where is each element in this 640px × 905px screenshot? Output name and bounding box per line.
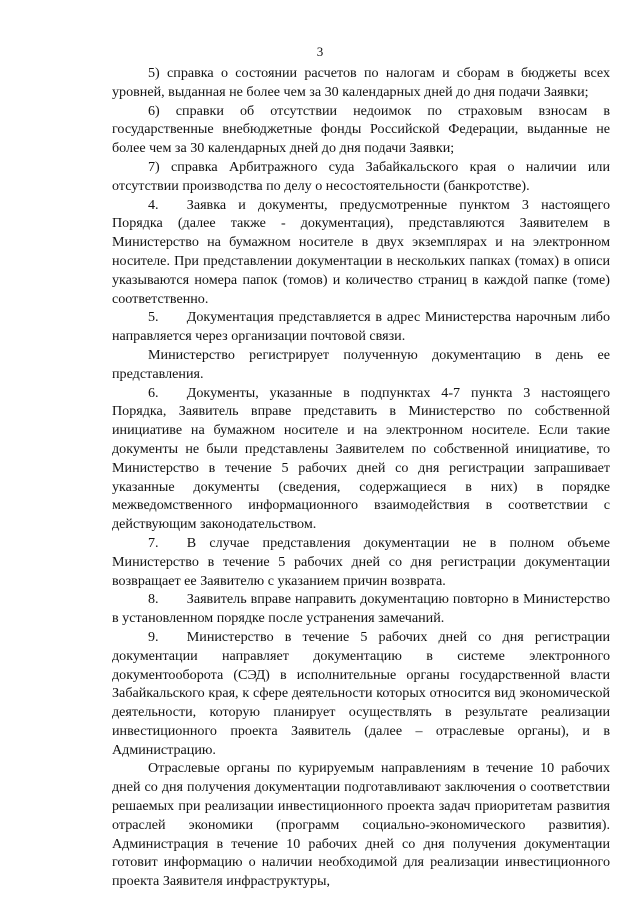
paragraph-clause-9: 9. Министерство в течение 5 рабочих дней со дня регистрации документации направляет документацию в системе электронного документооборота (СЭД) в исполнительные органы государственной власти Забайкальского края, к сфере деятельности которых относится вид экономической деятельности, которую планирует осуществлять в результате реализации инвестиционного проекта Заявитель (далее – отраслевые органы), и в Администрацию. xyxy=(112,628,610,758)
paragraph-clause-5: 5. Документация представляется в адрес Министерства нарочным либо направляется через организации почтовой связи. xyxy=(112,309,610,345)
paragraph-clause-4: 4. Заявка и документы, предусмотренные пунктом 3 настоящего Порядка (далее также - документация), представляются Заявителем в Министерство на бумажном носителе в двух экземплярах и на электронном носителе. При представлении документации в нескольких папках (томах) в описи указываются номера папок (томов) и количество страниц в каждой папке (томе) соответственно. xyxy=(112,196,610,307)
paragraph-item-5: 5) справка о состоянии расчетов по налогам и сборам в бюджеты всех уровней, выданная не более чем за 30 календарных дней до дня подачи Заявки; xyxy=(112,65,610,100)
paragraph-clause-6: 6. Документы, указанные в подпунктах 4-7 пункта 3 настоящего Порядка, Заявитель вправе представить в Министерство по собственной инициативе на бумажном носителе и на электронном носителе. Если такие документы не были представлены Заявителем по собственной инициативе, то Министерство в течение 5 рабочих дней со дня регистрации запрашивает указанные документы (сведения, содержащиеся в них) в порядке межведомственного информационного взаимодействия в соответствии с действующим законодательством. xyxy=(112,384,610,533)
paragraph-item-6: 6) справки об отсутствии недоимок по страховым взносам в государственные внебюджетные фонды Российской Федерации, выданные не более чем за 30 календарных дней до дня подачи Заявки; xyxy=(112,102,610,157)
paragraph-sector-bodies: Отраслевые органы по курируемым направлениям в течение 10 рабочих дней со дня получения документации подготавливают заключения о соответствии решаемых при реализации инвестиционного проекта задач приоритетам развития отраслей экономики (программ социально-экономического развития). Администрация в течение 10 рабочих дней со дня получения документации готовит информацию о наличии необходимой для реализации инвестиционного проекта Заявителя инфраструктуры, xyxy=(112,760,610,890)
paragraph-clause-8: 8. Заявитель вправе направить документацию повторно в Министерство в установленном порядке после устранения замечаний. xyxy=(112,591,610,627)
paragraph-item-7: 7) справка Арбитражного суда Забайкальского края о наличии или отсутствии производства по делу о несостоятельности (банкротстве). xyxy=(112,158,610,194)
document-body xyxy=(112,64,610,891)
paragraph-clause-7: 7. В случае представления документации не в полном объеме Министерство в течение 5 рабочих дней со дня регистрации документации возвращает ее Заявителю с указанием причин возврата. xyxy=(112,534,610,589)
page-number: 3 xyxy=(316,44,324,59)
paragraph-registration: Министерство регистрирует полученную документацию в день ее представления. xyxy=(112,346,610,382)
